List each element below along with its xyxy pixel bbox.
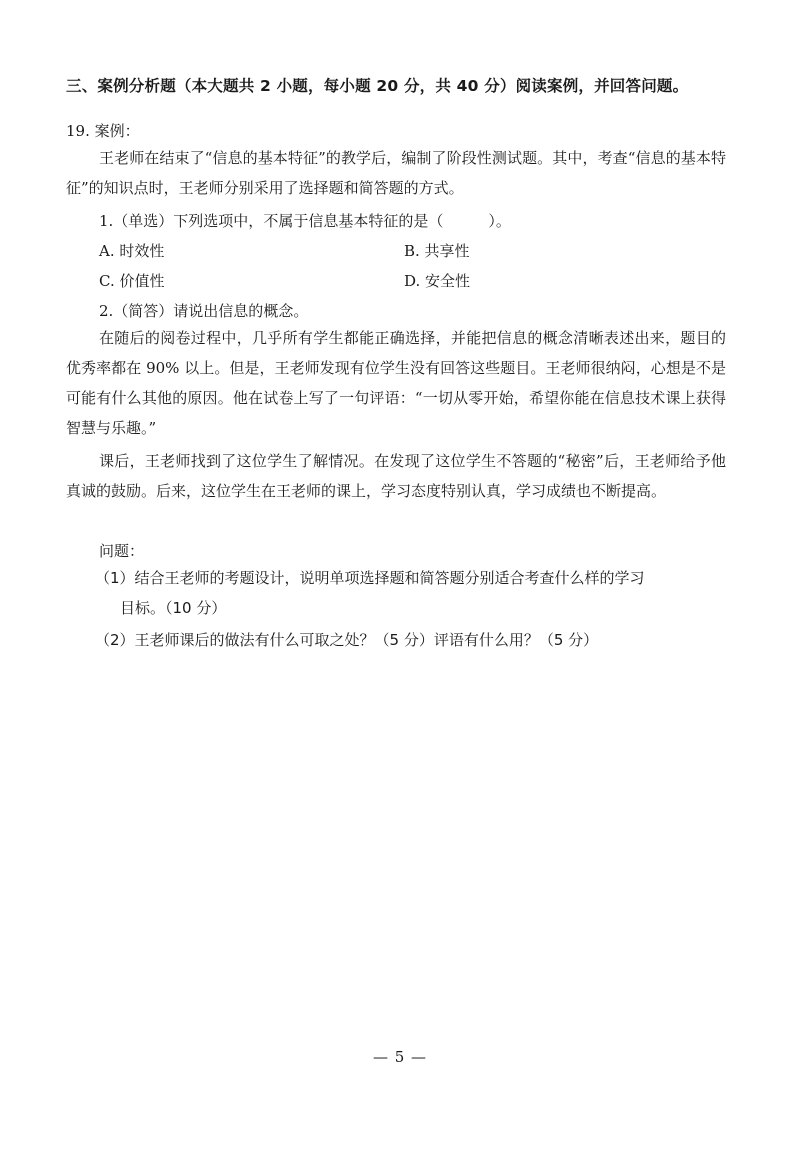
item-2-short-answer: 2.（简答）请说出信息的概念。	[99, 302, 309, 320]
question-number: 19. 案例：	[66, 122, 140, 140]
option-d: D. 安全性	[404, 272, 471, 290]
section-heading: 三、案例分析题（本大题共 2 小题，每小题 20 分，共 40 分）阅读案例，并回答问题。	[66, 77, 689, 95]
case-intro-paragraph: 王老师在结束了“信息的基本特征”的教学后，编制了阶段性测试题。其中，考查“信息的基本特征”的知识点时，王老师分别采用了选择题和简答题的方式。	[66, 149, 726, 197]
option-b: B. 共享性	[404, 242, 470, 260]
option-a: A. 时效性	[99, 242, 165, 260]
after-class-paragraph: 课后，王老师找到了这位学生了解情况。在发现了这位学生不答题的“秘密”后，王老师给予他真诚的鼓励。后来，这位学生在王老师的课上，学习态度特别认真，学习成绩也不断提高。	[66, 452, 726, 500]
page-number: — 5 —	[372, 1048, 428, 1066]
sub-question-2: （2）王老师课后的做法有什么可取之处？（5 分）评语有什么用？（5 分）	[95, 631, 599, 649]
option-c: C. 价值性	[99, 272, 165, 290]
grading-paragraph: 在随后的阅卷过程中，几乎所有学生都能正确选择，并能把信息的概念清晰表述出来，题目的优秀率都在 90% 以上。但是，王老师发现有位学生没有回答这些题目。王老师很纳闷，心想是不是可能有什么其他的原因。他在试卷上写了一句评语：“一切从零开始，希望你能在信息技术课上获得智慧与乐趣。”	[66, 329, 726, 437]
questions-label: 问题：	[99, 542, 145, 560]
sub-question-1	[95, 563, 725, 623]
sub-question-1-continuation: 目标。（10 分）	[120, 599, 227, 617]
sub-question-1-text: （1）结合王老师的考题设计，说明单项选择题和简答题分别适合考查什么样的学习	[95, 569, 645, 587]
item-1-single-choice: 1.（单选）下列选项中，不属于信息基本特征的是（ ）。	[99, 212, 511, 230]
